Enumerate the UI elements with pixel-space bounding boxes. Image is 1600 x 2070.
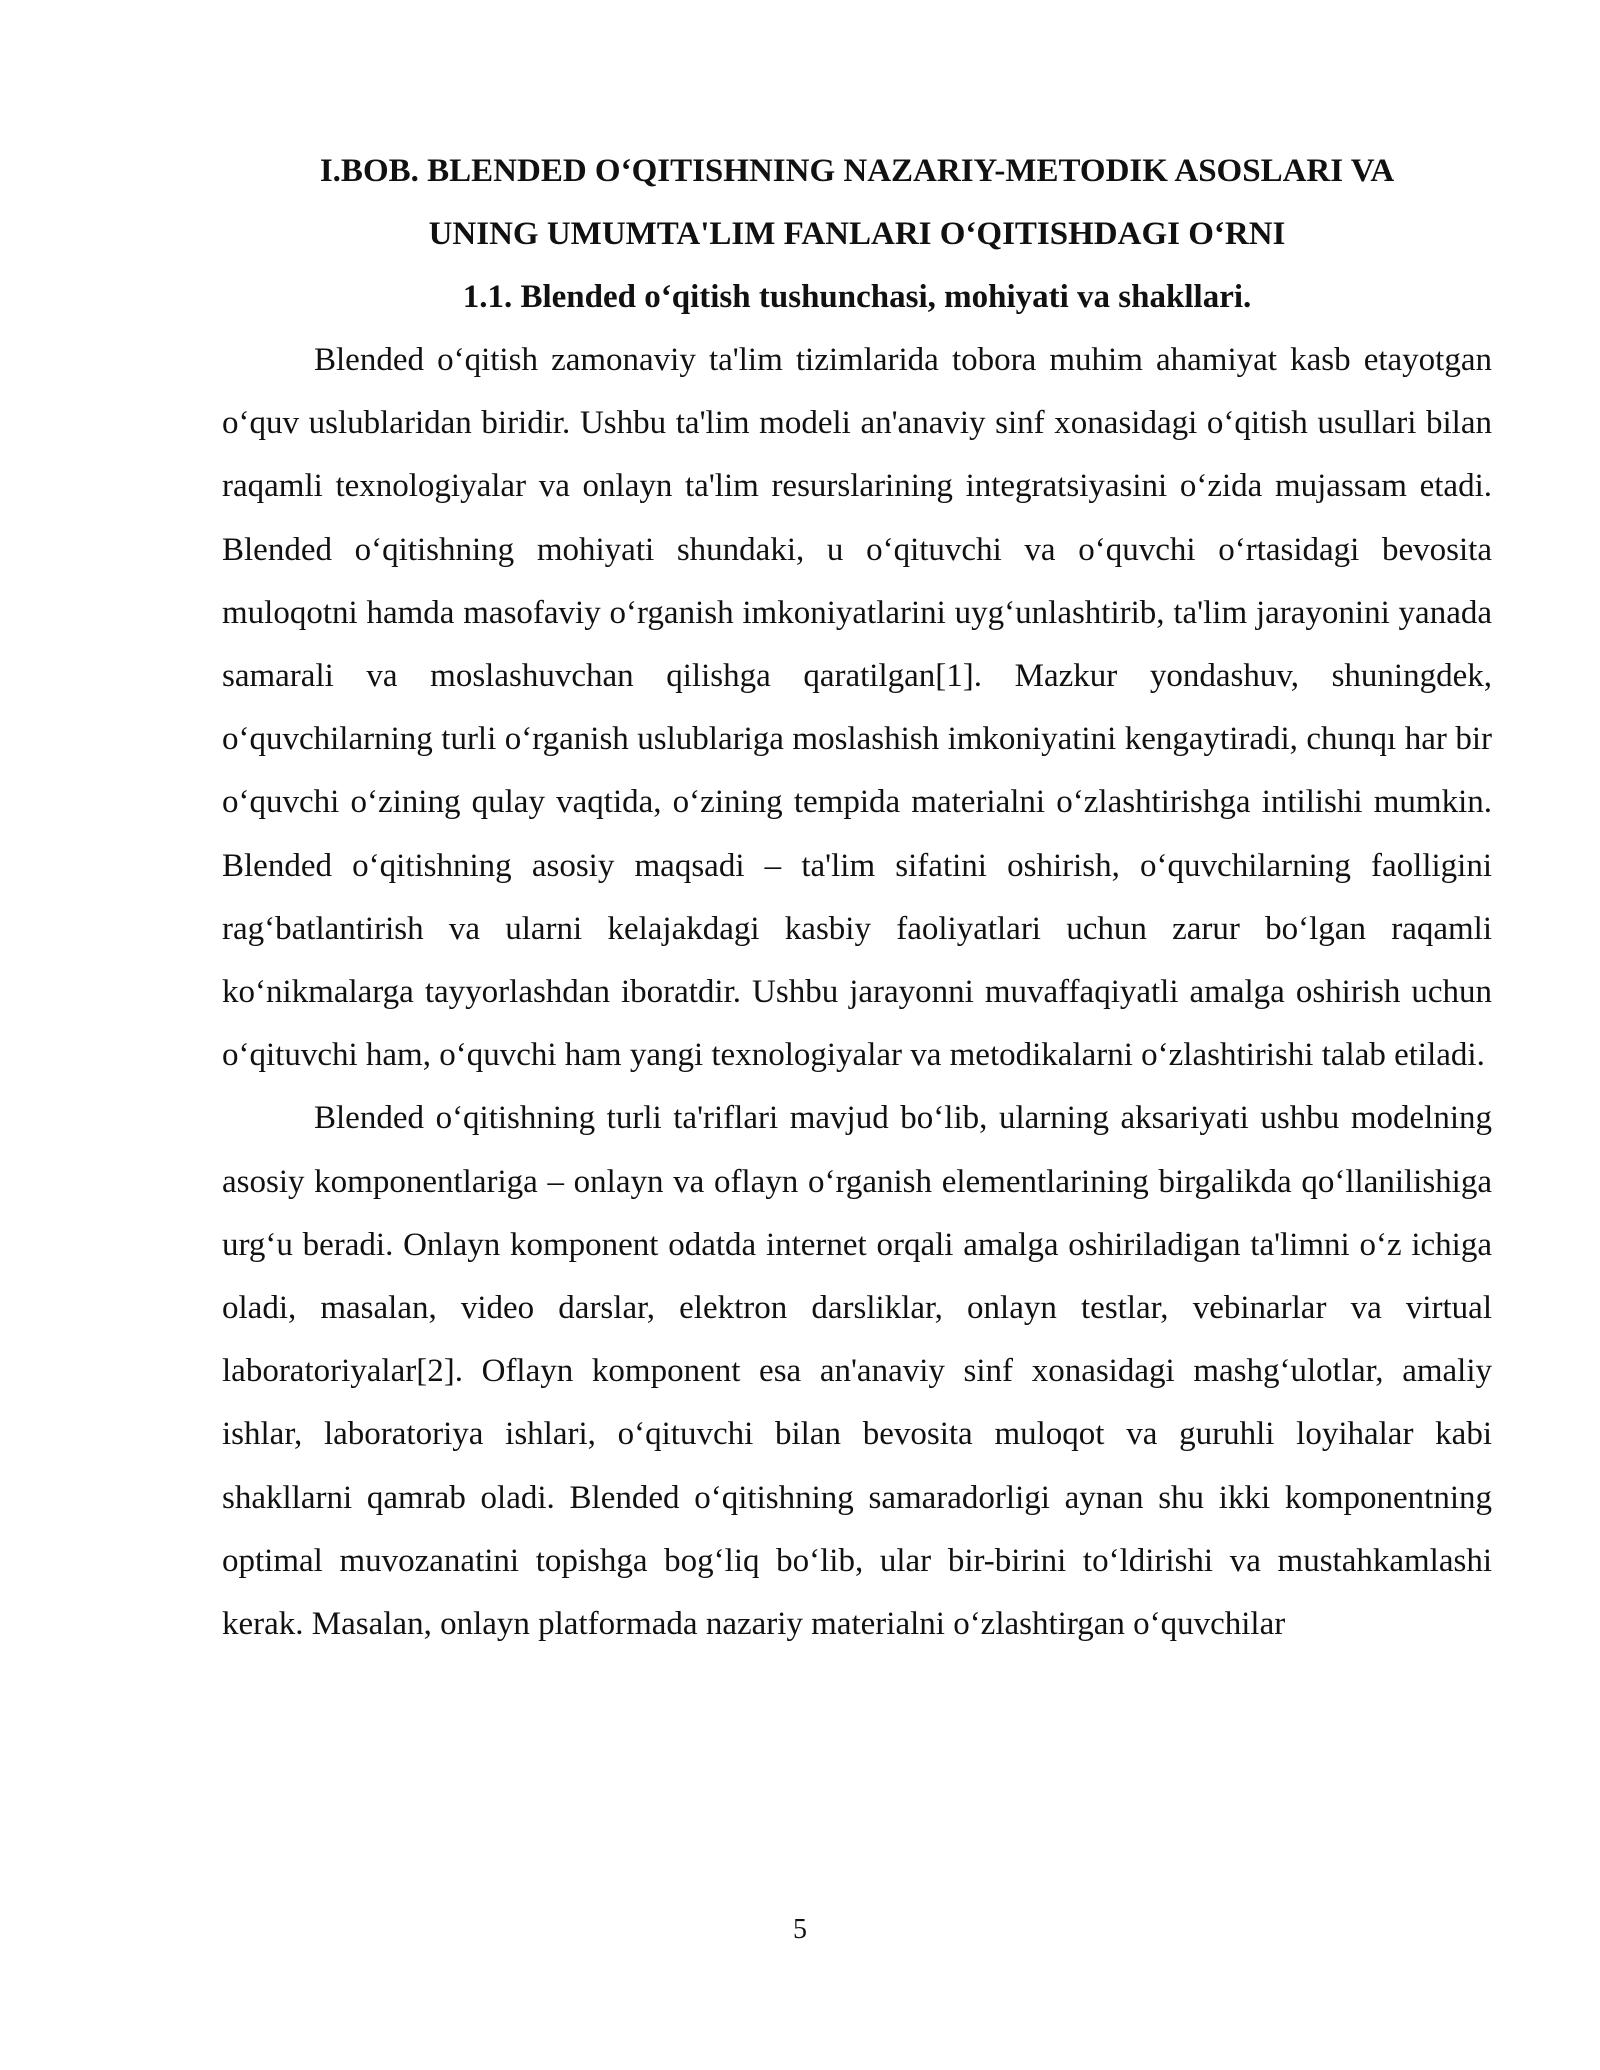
body-paragraph-2: Blended o‘qitishning turli ta'riflari mavjud bo‘lib, ularning aksariyati ushbu modelning asosiy komponentlariga – onlayn va oflayn o‘rganish elementlarining birgalikda qo‘llanilishiga urg‘u beradi. Onlayn komponent odatda internet orqali amalga oshiriladigan ta'limni o‘z ichiga oladi, masalan, video darslar, elektron darsliklar, onlayn testlar, vebinarlar va virtual laboratoriyalar[2]. Oflayn komponent esa an'anaviy sinf xonasidagi mashg‘ulotlar, amaliy ishlar, laboratoriya ishlari, o‘qituvchi bilan bevosita muloqot va guruhli loyihalar kabi shakllarni qamrab oladi. Blended o‘qitishning samaradorligi aynan shu ikki komponentning optimal muvozanatini topishga bog‘liq bo‘lib, ular bir-birini to‘ldirishi va mustahkamlashi kerak. Masalan, onlayn platformada nazariy materialni o‘zlashtirgan o‘quvchilar <box>222 1100 1492 1643</box>
body-paragraph-1: Blended o‘qitish zamonaviy ta'lim tizimlarida tobora muhim ahamiyat kasb etayotgan o‘quv uslublaridan biridir. Ushbu ta'lim modeli an'anaviy sinf xonasidagi o‘qitish usullari bilan raqamli texnologiyalar va onlayn ta'lim resurslarining integratsiyasini o‘zida mujassam etadi. Blended o‘qitishning mohiyati shundaki, u o‘qituvchi va o‘quvchi o‘rtasidagi bevosita muloqotni hamda masofaviy o‘rganish imkoniyatlarini uyg‘unlashtirib, ta'lim jarayonini yanada samarali va moslashuvchan qilishga qaratilgan[1]. Mazkur yondashuv, shuningdek, o‘quvchilarning turli o‘rganish uslublariga moslashish imkoniyatini kengaytiradi, chunqı har bir o‘quvchi o‘zining qulay vaqtida, o‘zining tempida materialni o‘zlashtirishga intilishi mumkin. Blended o‘qitishning asosiy maqsadi – ta'lim sifatini oshirish, o‘quvchilarning faolligini rag‘batlantirish va ularni kelajakdagi kasbiy faoliyatlari uchun zarur bo‘lgan raqamli ko‘nikmalarga tayyorlashdan iboratdir. Ushbu jarayonni muvaffaqiyatli amalga oshirish uchun o‘qituvchi ham, o‘quvchi ham yangi texnologiyalar va metodikalarni o‘zlashtirishi talab etiladi. <box>222 342 1492 1074</box>
chapter-title-line-2: UNING UMUMTA'LIM FANLARI O‘QITISHDAGI O‘RNI <box>428 216 1286 252</box>
chapter-title <box>222 140 1492 266</box>
section-title: 1.1. Blended o‘qitish tushunchasi, mohiyati va shakllari. <box>462 279 1252 315</box>
page-number: 5 <box>793 1914 807 1945</box>
chapter-title-line-1: I.BOB. BLENDED O‘QITISHNING NAZARIY-METODIK ASOSLARI VA <box>319 153 1395 189</box>
page-content <box>222 140 1492 1656</box>
